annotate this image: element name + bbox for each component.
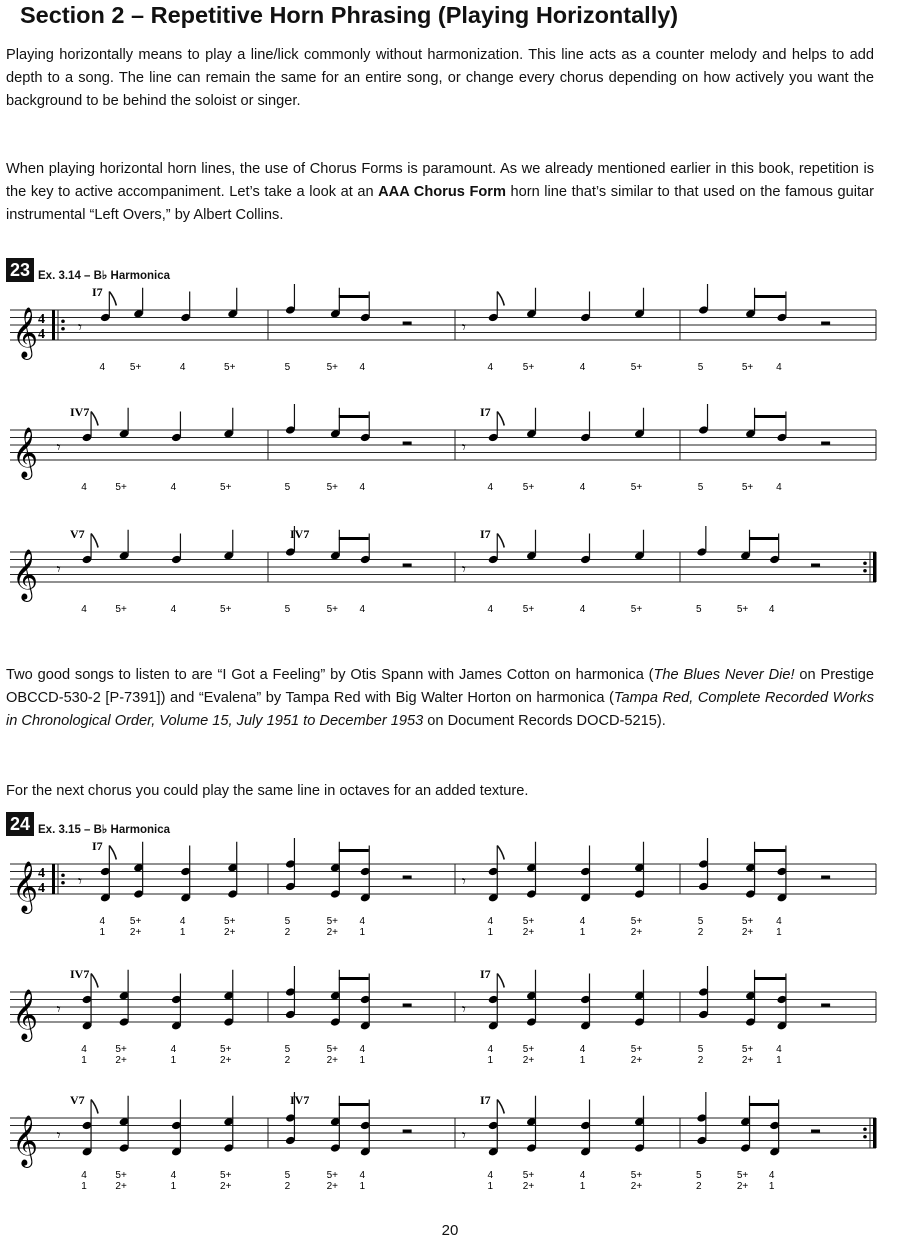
note-flag xyxy=(497,974,504,988)
note-flag xyxy=(497,292,504,306)
harmonica-tab-number: 2+ xyxy=(115,1181,127,1192)
harmonica-tab-number: 4 xyxy=(579,604,586,615)
harmonica-tab-number: 4 xyxy=(81,1170,87,1181)
eighth-rest-icon: 𝄾 xyxy=(461,999,467,1019)
harmonica-tab-number: 5+ xyxy=(630,482,643,493)
album-title: The Blues Never Die! xyxy=(653,667,795,683)
harmonica-tab-number: 1 xyxy=(487,927,494,938)
example-label: Ex. 3.14 – B♭ Harmonica xyxy=(38,270,170,282)
beam xyxy=(749,537,778,540)
harmonica-tab-number: 4 xyxy=(579,1170,586,1181)
harmonica-tab-number: 5+ xyxy=(522,362,535,373)
harmonica-tab-number: 4 xyxy=(359,362,366,373)
harmonica-tab-number: 2+ xyxy=(220,1181,232,1192)
harmonica-tab-number: 5+ xyxy=(522,916,535,927)
harmonica-tab-number: 2 xyxy=(697,927,704,938)
eighth-rest-icon: 𝄾 xyxy=(56,559,61,579)
chord-symbol: I7 xyxy=(92,285,103,299)
harmonica-tab-number: 5+ xyxy=(326,1044,339,1055)
album-title: Tampa Red, Complete Recorded Works in Chronological Order, Volume 15, July 1951 to December 1953 xyxy=(6,690,874,729)
harmonica-tab-number: 1 xyxy=(99,927,106,938)
harmonica-tab-number: 2+ xyxy=(630,1181,643,1192)
time-signature: 4 xyxy=(38,866,45,881)
harmonica-tab-number: 1 xyxy=(179,927,186,938)
harmonica-tab-number: 2+ xyxy=(115,1055,127,1066)
half-rest-icon xyxy=(403,442,412,446)
harmonica-tab-number: 4 xyxy=(776,362,782,373)
harmonica-tab-number: 4 xyxy=(359,604,366,615)
harmonica-tab-number: 4 xyxy=(179,916,186,927)
harmonica-tab-number: 5+ xyxy=(522,1044,535,1055)
chord-symbol: V7 xyxy=(70,527,85,541)
beam xyxy=(339,415,369,418)
harmonica-tab-number: 1 xyxy=(81,1181,87,1192)
harmonica-tab-number: 5+ xyxy=(220,604,232,615)
harmonica-tab-number: 5+ xyxy=(326,1170,339,1181)
harmonica-tab-number: 4 xyxy=(359,916,366,927)
harmonica-tab-number: 4 xyxy=(487,916,494,927)
harmonica-tab-number: 2+ xyxy=(129,927,142,938)
harmonica-tab-number: 5+ xyxy=(630,1170,643,1181)
final-barline-thick xyxy=(873,1118,877,1148)
harmonica-tab-number: 2+ xyxy=(736,1181,749,1192)
harmonica-tab-number: 1 xyxy=(359,1055,366,1066)
harmonica-tab-number: 5+ xyxy=(115,604,127,615)
harmonica-tab-number: 2 xyxy=(696,1181,702,1192)
note-flag xyxy=(497,412,504,426)
harmonica-tab-number: 1 xyxy=(579,1055,586,1066)
beam xyxy=(754,977,785,980)
harmonica-tab-number: 5 xyxy=(284,1044,291,1055)
harmonica-tab-number: 4 xyxy=(487,604,494,615)
treble-clef-icon: 𝄞 xyxy=(12,427,39,478)
harmonica-tab-number: 4 xyxy=(579,362,586,373)
harmonica-tab-number: 4 xyxy=(359,1170,366,1181)
octaves-paragraph: For the next chorus you could play the same line in octaves for an added texture. xyxy=(6,783,529,799)
half-rest-icon xyxy=(403,1130,412,1134)
section-title: Section 2 – Repetitive Horn Phrasing (Playing Horizontally) xyxy=(20,2,679,28)
repeat-dot xyxy=(863,569,867,573)
harmonica-tab-number: 5 xyxy=(696,1170,702,1181)
half-rest-icon xyxy=(821,876,830,880)
harmonica-tab-number: 5+ xyxy=(522,1170,535,1181)
harmonica-tab-number: 2+ xyxy=(522,927,535,938)
page-number: 20 xyxy=(441,1222,459,1239)
harmonica-tab-number: 5+ xyxy=(326,604,339,615)
harmonica-tab-number: 5+ xyxy=(115,1170,127,1181)
beam xyxy=(754,295,785,298)
repeat-dot xyxy=(61,327,65,331)
harmonica-tab-number: 2+ xyxy=(220,1055,232,1066)
chord-symbol: IV7 xyxy=(70,967,90,981)
note-flag xyxy=(91,534,98,548)
eighth-rest-icon: 𝄾 xyxy=(461,437,467,457)
eighth-rest-icon: 𝄾 xyxy=(461,1125,467,1145)
note-flag xyxy=(497,534,504,548)
harmonica-tab-number: 5+ xyxy=(115,482,127,493)
harmonica-tab-number: 5 xyxy=(697,482,704,493)
harmonica-tab-number: 4 xyxy=(99,362,106,373)
harmonica-tab-number: 4 xyxy=(487,482,494,493)
chord-symbol: I7 xyxy=(480,405,491,419)
harmonica-tab-number: 4 xyxy=(359,1044,366,1055)
harmonica-tab-number: 1 xyxy=(579,927,586,938)
harmonica-tab-number: 1 xyxy=(359,1181,366,1192)
harmonica-tab-number: 5+ xyxy=(224,916,236,927)
harmonica-tab-number: 1 xyxy=(579,1181,586,1192)
harmonica-tab-number: 4 xyxy=(487,1170,494,1181)
eighth-rest-icon: 𝄾 xyxy=(77,871,83,891)
repeat-dot xyxy=(61,873,65,877)
harmonica-tab-number: 4 xyxy=(487,1044,494,1055)
harmonica-tab-number: 1 xyxy=(776,927,782,938)
harmonica-tab-number: 5+ xyxy=(630,916,643,927)
paragraph-text: on Prestige OBCCD-530-2 [P-7391]) and “Evalena” by Tampa Red with Big Walter Horton on harmonica ( xyxy=(6,667,874,706)
eighth-rest-icon: 𝄾 xyxy=(461,559,467,579)
treble-clef-icon: 𝄞 xyxy=(12,549,39,600)
harmonica-tab-number: 4 xyxy=(579,916,586,927)
treble-clef-icon: 𝄞 xyxy=(12,861,39,912)
eighth-rest-icon: 𝄾 xyxy=(77,317,83,337)
eighth-rest-icon: 𝄾 xyxy=(56,999,61,1019)
half-rest-icon xyxy=(821,1004,830,1008)
chord-symbol: I7 xyxy=(480,527,491,541)
paragraph-text: Two good songs to listen to are “I Got a Feeling” by Otis Spann with James Cotton on harmonica ( xyxy=(6,667,654,683)
treble-clef-icon: 𝄞 xyxy=(12,1115,39,1166)
beam xyxy=(339,295,369,298)
repeat-dot xyxy=(61,881,65,885)
harmonica-tab-number: 4 xyxy=(776,482,782,493)
example-header xyxy=(6,812,170,836)
note-flag xyxy=(497,1100,504,1114)
half-rest-icon xyxy=(403,322,412,326)
harmonica-tab-number: 5+ xyxy=(736,604,749,615)
harmonica-tab-number: 1 xyxy=(487,1181,494,1192)
beam xyxy=(754,849,785,852)
staff-system xyxy=(10,1092,877,1192)
harmonica-tab-number: 5+ xyxy=(220,1044,232,1055)
harmonica-tab-number: 5 xyxy=(284,604,291,615)
harmonica-tab-number: 5 xyxy=(697,362,704,373)
harmonica-tab-number: 2+ xyxy=(630,927,643,938)
eighth-rest-icon: 𝄾 xyxy=(56,437,61,457)
harmonica-tab-number: 4 xyxy=(170,604,177,615)
music-notation-example-24 xyxy=(0,834,900,1214)
harmonica-tab-number: 2+ xyxy=(741,927,754,938)
harmonica-tab-number: 4 xyxy=(170,1044,177,1055)
harmonica-tab-number: 2 xyxy=(284,1055,291,1066)
listening-paragraph xyxy=(6,664,874,733)
eighth-rest-icon: 𝄾 xyxy=(56,1125,61,1145)
note-flag xyxy=(497,846,504,860)
harmonica-tab-number: 4 xyxy=(579,1044,586,1055)
half-rest-icon xyxy=(811,1130,820,1134)
harmonica-tab-number: 2 xyxy=(697,1055,704,1066)
harmonica-tab-number: 5 xyxy=(696,604,702,615)
note-flag xyxy=(109,292,116,306)
harmonica-tab-number: 1 xyxy=(359,927,366,938)
harmonica-tab-number: 5 xyxy=(697,1044,704,1055)
harmonica-tab-number: 4 xyxy=(768,604,775,615)
note-flag xyxy=(91,1100,98,1114)
harmonica-tab-number: 5+ xyxy=(326,916,339,927)
harmonica-tab-number: 2+ xyxy=(741,1055,754,1066)
treble-clef-icon: 𝄞 xyxy=(12,989,39,1040)
beam xyxy=(749,1103,778,1106)
harmonica-tab-number: 5+ xyxy=(115,1044,127,1055)
beam xyxy=(339,977,369,980)
harmonica-tab-number: 5+ xyxy=(736,1170,749,1181)
harmonica-tab-number: 5+ xyxy=(220,482,232,493)
staff-system xyxy=(10,526,877,615)
half-rest-icon xyxy=(403,1004,412,1008)
harmonica-tab-number: 1 xyxy=(81,1055,87,1066)
harmonica-tab-number: 5+ xyxy=(522,604,535,615)
time-signature: 4 xyxy=(38,327,45,342)
music-notation-example-23 xyxy=(0,280,900,650)
chord-symbol: IV7 xyxy=(290,1093,310,1107)
harmonica-tab-number: 4 xyxy=(81,604,87,615)
intro-paragraph: Playing horizontally means to play a line/lick commonly without harmonization. This line acts as a counter melody and helps to add depth to a song. The line can remain the same for an entire song, or change every chorus depending on how actively you want the background to be behind the soloist or singer. xyxy=(6,47,874,109)
harmonica-tab-number: 4 xyxy=(179,362,186,373)
harmonica-tab-number: 1 xyxy=(776,1055,782,1066)
harmonica-tab-number: 4 xyxy=(81,482,87,493)
repeat-dot xyxy=(61,319,65,323)
time-signature: 4 xyxy=(38,881,45,896)
harmonica-tab-number: 5 xyxy=(284,482,291,493)
note-flag xyxy=(91,412,98,426)
harmonica-tab-number: 2 xyxy=(284,1181,291,1192)
staff-system xyxy=(10,284,876,373)
harmonica-tab-number: 4 xyxy=(487,362,494,373)
final-barline-thick xyxy=(873,552,877,582)
harmonica-tab-number: 5+ xyxy=(741,482,754,493)
eighth-rest-icon: 𝄾 xyxy=(461,317,467,337)
harmonica-tab-number: 5 xyxy=(284,916,291,927)
harmonica-tab-number: 4 xyxy=(768,1170,775,1181)
harmonica-tab-number: 5+ xyxy=(224,362,236,373)
harmonica-tab-number: 4 xyxy=(579,482,586,493)
example-header xyxy=(6,258,170,282)
half-rest-icon xyxy=(403,876,412,880)
harmonica-tab-number: 4 xyxy=(99,916,106,927)
half-rest-icon xyxy=(403,564,412,568)
harmonica-tab-number: 5+ xyxy=(326,482,339,493)
harmonica-tab-number: 2 xyxy=(284,927,291,938)
harmonica-tab-number: 5 xyxy=(284,1170,291,1181)
harmonica-tab-number: 2+ xyxy=(326,927,339,938)
chord-symbol: I7 xyxy=(92,839,103,853)
bold-term: AAA Chorus Form xyxy=(378,184,506,200)
example-number: 23 xyxy=(6,258,34,282)
harmonica-tab-number: 1 xyxy=(768,1181,775,1192)
harmonica-tab-number: 4 xyxy=(81,1044,87,1055)
half-rest-icon xyxy=(821,442,830,446)
repeat-dot xyxy=(863,1127,867,1131)
chord-symbol: I7 xyxy=(480,1093,491,1107)
harmonica-tab-number: 2+ xyxy=(224,927,236,938)
chorus-form-paragraph xyxy=(6,158,874,227)
harmonica-tab-number: 5+ xyxy=(630,604,643,615)
harmonica-tab-number: 5+ xyxy=(630,1044,643,1055)
chord-symbol: V7 xyxy=(70,1093,85,1107)
harmonica-tab-number: 2+ xyxy=(522,1181,535,1192)
harmonica-tab-number: 5+ xyxy=(741,1044,754,1055)
harmonica-tab-number: 5+ xyxy=(630,362,643,373)
time-signature: 4 xyxy=(38,312,45,327)
paragraph-text: on Document Records DOCD-5215). xyxy=(423,713,666,729)
beam xyxy=(754,415,785,418)
harmonica-tab-number: 5+ xyxy=(129,362,142,373)
beam xyxy=(339,1103,369,1106)
example-label: Ex. 3.15 – B♭ Harmonica xyxy=(38,824,170,836)
repeat-barline-thick xyxy=(52,864,55,894)
harmonica-tab-number: 5+ xyxy=(129,916,142,927)
harmonica-tab-number: 5+ xyxy=(522,482,535,493)
repeat-dot xyxy=(863,561,867,565)
repeat-dot xyxy=(863,1135,867,1139)
paragraph-text: When playing horizontal horn lines, the use of Chorus Forms is paramount. As we already mentioned earlier in this book, repetition is the key to active accompaniment. Let’s take a look at an xyxy=(6,161,874,200)
paragraph-text: horn line that’s similar to that used on the famous guitar instrumental “Left Overs,” by Albert Collins. xyxy=(6,184,875,223)
harmonica-tab-number: 5+ xyxy=(326,362,339,373)
eighth-rest-icon: 𝄾 xyxy=(461,871,467,891)
repeat-barline-thick xyxy=(52,310,55,340)
half-rest-icon xyxy=(821,322,830,326)
staff-system xyxy=(10,404,876,493)
harmonica-tab-number: 4 xyxy=(170,482,177,493)
chord-symbol: I7 xyxy=(480,967,491,981)
chord-symbol: IV7 xyxy=(290,527,310,541)
harmonica-tab-number: 4 xyxy=(776,916,782,927)
harmonica-tab-number: 2+ xyxy=(326,1181,339,1192)
harmonica-tab-number: 5 xyxy=(697,916,704,927)
harmonica-tab-number: 2+ xyxy=(630,1055,643,1066)
half-rest-icon xyxy=(811,564,820,568)
harmonica-tab-number: 4 xyxy=(776,1044,782,1055)
chord-symbol: IV7 xyxy=(70,405,90,419)
harmonica-tab-number: 1 xyxy=(487,1055,494,1066)
staff-system xyxy=(10,966,876,1066)
harmonica-tab-number: 5+ xyxy=(741,916,754,927)
harmonica-tab-number: 2+ xyxy=(326,1055,339,1066)
treble-clef-icon: 𝄞 xyxy=(12,307,39,358)
note-flag xyxy=(91,974,98,988)
staff-system xyxy=(10,838,876,938)
harmonica-tab-number: 4 xyxy=(170,1170,177,1181)
harmonica-tab-number: 2+ xyxy=(522,1055,535,1066)
harmonica-tab-number: 4 xyxy=(359,482,366,493)
beam xyxy=(339,537,369,540)
beam xyxy=(339,849,369,852)
harmonica-tab-number: 1 xyxy=(170,1055,177,1066)
harmonica-tab-number: 5+ xyxy=(741,362,754,373)
harmonica-tab-number: 5 xyxy=(284,362,291,373)
example-number: 24 xyxy=(6,812,34,836)
harmonica-tab-number: 5+ xyxy=(220,1170,232,1181)
harmonica-tab-number: 1 xyxy=(170,1181,177,1192)
note-flag xyxy=(109,846,116,860)
